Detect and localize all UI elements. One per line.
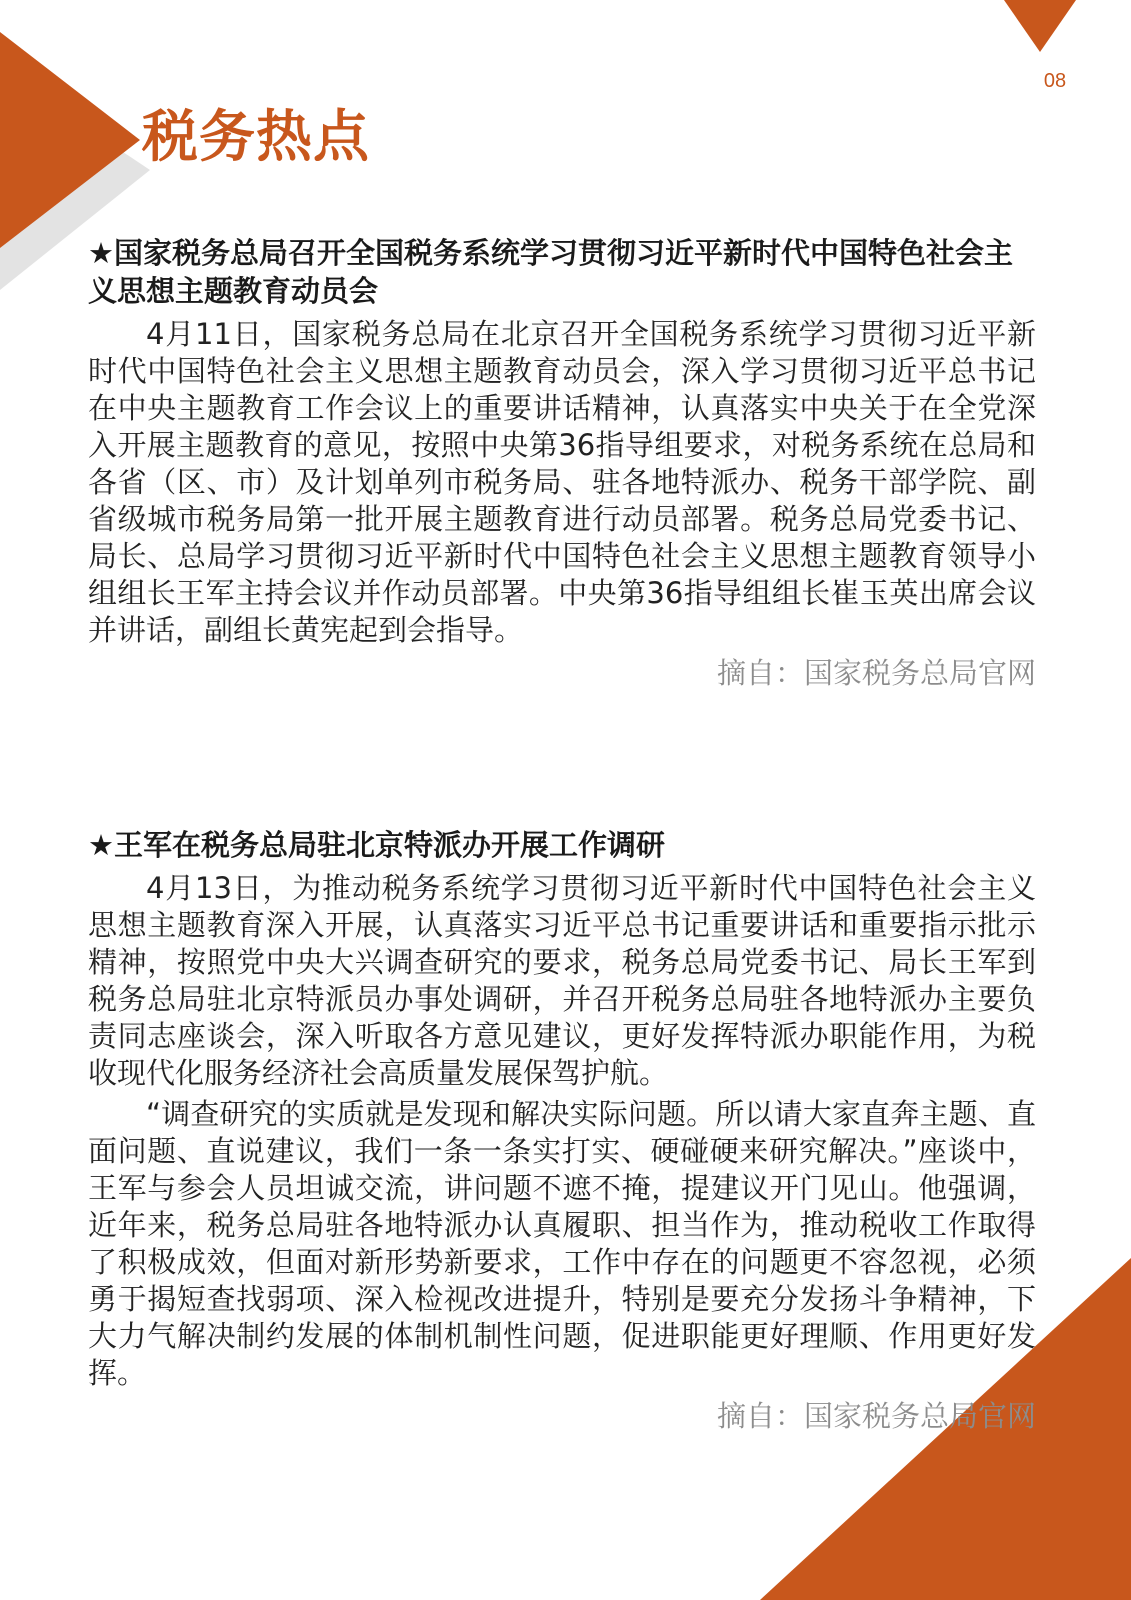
article-headline: ★王军在税务总局驻北京特派办开展工作调研 bbox=[88, 828, 665, 862]
article bbox=[88, 826, 1036, 1436]
article-source: 摘自：国家税务总局官网 bbox=[716, 1399, 1036, 1433]
section-title: 税务热点 bbox=[142, 105, 370, 170]
article bbox=[88, 234, 1036, 693]
article-headline: ★国家税务总局召开全国税务系统学习贯彻习近平新时代中国特色社会主义思想主题教育动员会 bbox=[88, 236, 1013, 308]
article-paragraph: “调查研究的实质就是发现和解决实际问题。所以请大家直奔主题、直面问题、直说建议，我们一条一条实打实、硬碰硬来研究解决。”座谈中，王军与参会人员坦诚交流，讲问题不遮不掩，提建议开门见山。他强调，近年来，税务总局驻各地特派办认真履职、担当作为，推动税收工作取得了积极成效，但面对新形势新要求，工作中存在的问题更不容忽视，必须勇于揭短查找弱项、深入检视改进提升，特别是要充分发扬斗争精神，下大力气解决制约发展的体制机制性问题，促进职能更好理顺、作用更好发挥。 bbox=[88, 1097, 1036, 1390]
article-paragraph: 4月13日，为推动税务系统学习贯彻习近平新时代中国特色社会主义思想主题教育深入开展，认真落实习近平总书记重要讲话和重要指示批示精神，按照党中央大兴调查研究的要求，税务总局党委书记、局长王军到税务总局驻北京特派员办事处调研，并召开税务总局驻各地特派办主要负责同志座谈会，深入听取各方意见建议，更好发挥特派办职能作用，为税收现代化服务经济社会高质量发展保驾护航。 bbox=[88, 871, 1036, 1090]
article-paragraph: 4月11日，国家税务总局在北京召开全国税务系统学习贯彻习近平新时代中国特色社会主义思想主题教育动员会，深入学习贯彻习近平总书记在中央主题教育工作会议上的重要讲话精神，认真落实中央关于在全党深入开展主题教育的意见，按照中央第36指导组要求，对税务系统在总局和各省（区、市）及计划单列市税务局、驻各地特派办、税务干部学院、副省级城市税务局第一批开展主题教育进行动员部署。税务总局党委书记、局长、总局学习贯彻习近平新时代中国特色社会主义思想主题教育领导小组组长王军主持会议并作动员部署。中央第36指导组组长崔玉英出席会议并讲话，副组长黄宪起到会指导。 bbox=[88, 317, 1036, 647]
article-source: 摘自：国家税务总局官网 bbox=[716, 656, 1036, 690]
page-number: 08 bbox=[1043, 70, 1067, 92]
top-right-triangle bbox=[1004, 0, 1076, 52]
